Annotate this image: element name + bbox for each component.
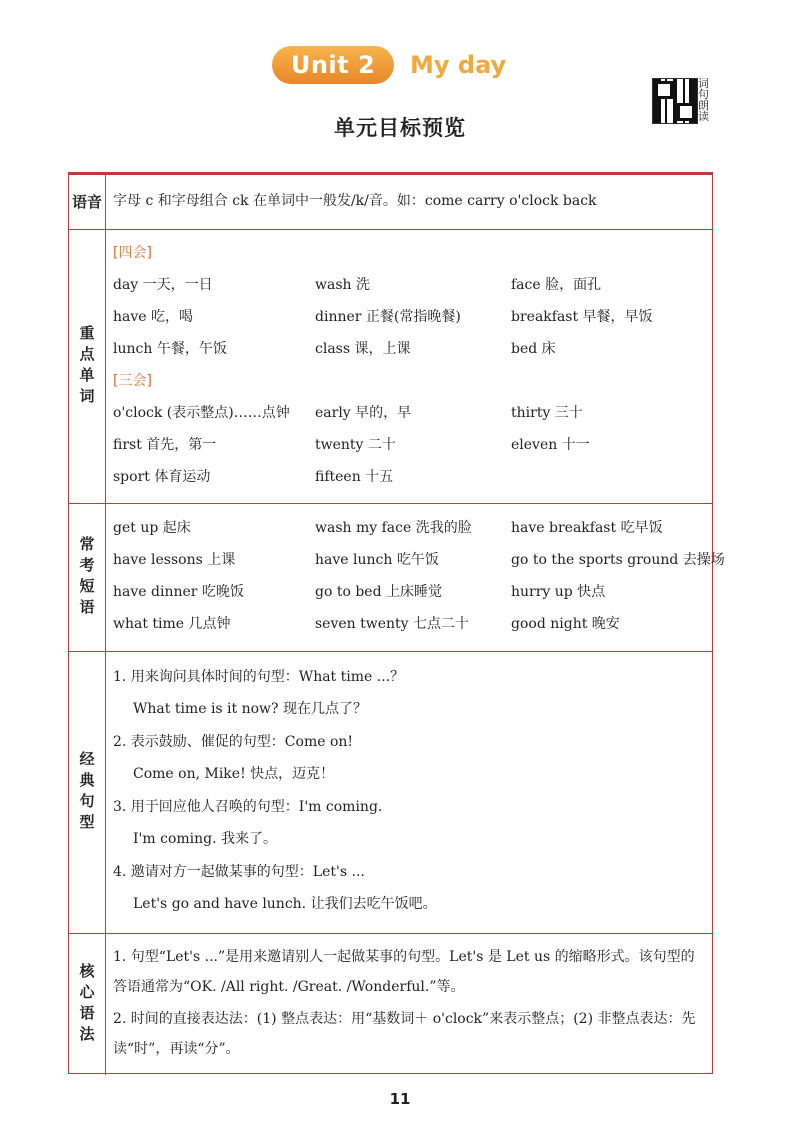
section-grammar	[69, 933, 712, 1075]
phrase-item: have breakfast 吃早饭	[511, 520, 663, 536]
section-label: 经典句型	[69, 652, 106, 933]
word-item: bed 床	[511, 341, 556, 357]
phrase-item: get up 起床	[113, 520, 191, 536]
word-item: fifteen 十五	[315, 469, 394, 485]
sentence-example: Let's go and have lunch. 让我们去吃午饭吧。	[133, 896, 437, 912]
word-item: eleven 十一	[511, 437, 590, 453]
phrase-item: go to the sports ground 去操场	[511, 552, 725, 568]
word-row	[113, 337, 704, 361]
word-item: twenty 二十	[315, 437, 396, 453]
phrase-item: good night 晚安	[511, 616, 620, 632]
word-item: thirty 三十	[511, 405, 583, 421]
word-item: lunch 午餐，午饭	[113, 341, 227, 357]
section-words	[69, 229, 712, 503]
grammar-point: 1. 句型“Let's ...”是用来邀请别人一起做某事的句型。Let's 是 Let us 的缩略形式。该句型的答语通常为“OK. /All right. /Great. /Wonderful.”等。	[113, 949, 695, 995]
section-phrases	[69, 503, 725, 651]
phrase-item: hurry up 快点	[511, 584, 606, 600]
word-item: dinner 正餐(常指晚餐)	[315, 309, 461, 325]
phrase-item: go to bed 上床睡觉	[315, 584, 443, 600]
section-label: 重点单词	[69, 230, 106, 503]
word-item: day 一天，一日	[113, 277, 213, 293]
sentence-example: What time is it now? 现在几点了？	[133, 701, 367, 717]
goal-table	[68, 172, 725, 1074]
tag-four-skills: [四会]	[113, 245, 152, 261]
word-item: class 课，上课	[315, 341, 411, 357]
sentence-title: 1. 用来询问具体时间的句型：What time ...？	[113, 669, 405, 685]
word-item: wash 洗	[315, 277, 370, 293]
word-row	[113, 305, 704, 329]
word-item: o'clock (表示整点)……点钟	[113, 405, 290, 421]
unit-title: My day	[410, 51, 507, 79]
phrase-item: have lessons 上课	[113, 552, 236, 568]
sentence-example: Come on, Mike! 快点，迈克！	[133, 766, 335, 782]
word-row	[113, 401, 704, 425]
phrase-row	[113, 516, 704, 540]
word-item: early 早的，早	[315, 405, 412, 421]
phrase-row	[113, 580, 704, 604]
word-row	[113, 273, 704, 297]
phrase-item: have dinner 吃晚饭	[113, 584, 244, 600]
grammar-point: 2. 时间的直接表达法：(1) 整点表达：用“基数词＋ o'clock”来表示整点；(2) 非整点表达：先读“时”，再读“分”。	[113, 1011, 696, 1057]
word-item: breakfast 早餐，早饭	[511, 309, 653, 325]
qr-label: 词句朗读	[698, 77, 709, 123]
sentence-title: 2. 表示鼓励、催促的句型：Come on!	[113, 734, 354, 750]
phrase-item: wash my face 洗我的脸	[315, 520, 472, 536]
sentence-example: I'm coming. 我来了。	[133, 831, 278, 847]
phonics-text: 字母 c 和字母组合 ck 在单词中一般发/k/音。如：come carry o'clock back	[113, 193, 597, 209]
word-row	[113, 433, 704, 457]
phrase-row	[113, 612, 704, 636]
page-number: 11	[389, 1090, 411, 1108]
unit-badge: Unit 2	[272, 46, 394, 84]
word-row	[113, 465, 704, 489]
tag-three-skills: [三会]	[113, 373, 152, 389]
section-phonics	[69, 173, 712, 229]
section-label: 语音	[69, 173, 106, 229]
phrase-item: what time 几点钟	[113, 616, 231, 632]
word-item: first 首先，第一	[113, 437, 217, 453]
section-label: 常考短语	[69, 504, 106, 651]
sentence-title: 3. 用于回应他人召唤的句型：I'm coming.	[113, 799, 383, 815]
page-title: 单元目标预览	[334, 116, 466, 140]
section-label: 核心语法	[69, 934, 106, 1075]
word-item: sport 体育运动	[113, 469, 211, 485]
phrase-item: have lunch 吃午饭	[315, 552, 439, 568]
phrase-item: seven twenty 七点二十	[315, 616, 470, 632]
word-item: have 吃，喝	[113, 309, 194, 325]
section-sentences	[69, 651, 712, 933]
phrase-row	[113, 548, 725, 572]
word-item: face 脸，面孔	[511, 277, 602, 293]
sentence-title: 4. 邀请对方一起做某事的句型：Let's ...	[113, 864, 365, 880]
